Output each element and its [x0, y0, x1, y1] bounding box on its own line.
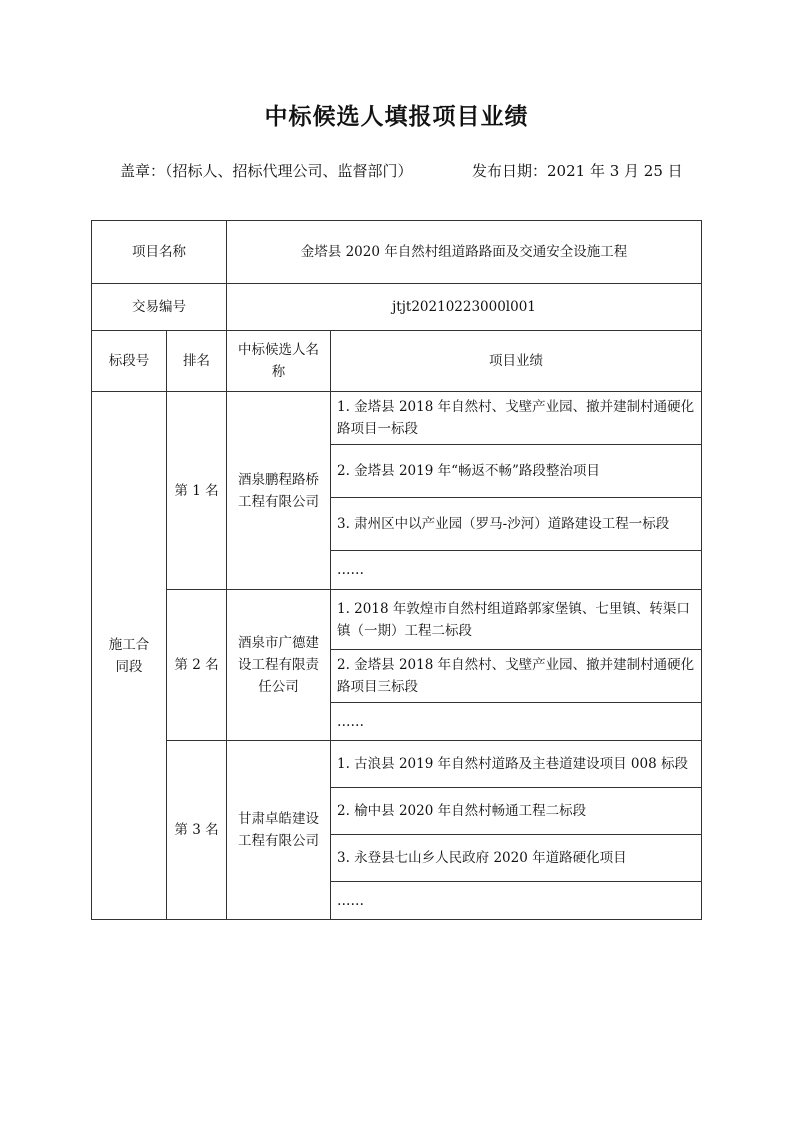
header-section: 标段号 — [92, 331, 167, 392]
candidate-name: 甘肃卓皓建设工程有限公司 — [227, 741, 331, 920]
header-row — [92, 331, 702, 392]
table-row — [92, 741, 702, 788]
candidate-rank: 第 2 名 — [167, 590, 227, 741]
table-row — [92, 590, 702, 650]
project-name-row — [92, 221, 702, 284]
performance-item: 2. 金塔县 2019 年“畅返不畅”路段整治项目 — [331, 445, 702, 498]
performance-item: …… — [331, 703, 702, 741]
performance-item: …… — [331, 551, 702, 590]
candidate-rank: 第 1 名 — [167, 392, 227, 590]
seal-line: 盖章：（招标人、招标代理公司、监督部门） — [120, 162, 413, 180]
candidate-rank: 第 3 名 — [167, 741, 227, 920]
performance-item: 1. 2018 年敦煌市自然村组道路郭家堡镇、七里镇、转渠口镇（一期）工程二标段 — [331, 590, 702, 650]
performance-item: 3. 肃州区中以产业园（罗马-沙河）道路建设工程一标段 — [331, 498, 702, 551]
performance-item: 1. 金塔县 2018 年自然村、戈壁产业园、撤并建制村通硬化路项目一标段 — [331, 392, 702, 445]
table-row — [92, 392, 702, 445]
project-name-value: 金塔县 2020 年自然村组道路路面及交通安全设施工程 — [227, 221, 702, 284]
trade-code-row — [92, 284, 702, 331]
performance-item: 2. 榆中县 2020 年自然村畅通工程二标段 — [331, 788, 702, 835]
header-performance: 项目业绩 — [331, 331, 702, 392]
candidate-name: 酒泉市广德建设工程有限责任公司 — [227, 590, 331, 741]
performance-item: 1. 古浪县 2019 年自然村道路及主巷道建设项目 008 标段 — [331, 741, 702, 788]
performance-table — [91, 220, 702, 920]
header-candidate: 中标候选人名称 — [227, 331, 331, 392]
publish-date: 发布日期：2021 年 3 月 25 日 — [472, 162, 683, 180]
trade-code-label: 交易编号 — [92, 284, 227, 331]
section-name: 施工合同段 — [92, 392, 167, 920]
trade-code-value: jtjt20210223000l001 — [227, 284, 702, 331]
header-rank: 排名 — [167, 331, 227, 392]
performance-item: 2. 金塔县 2018 年自然村、戈壁产业园、撤并建制村通硬化路项目三标段 — [331, 650, 702, 703]
performance-item: …… — [331, 882, 702, 920]
candidate-name: 酒泉鹏程路桥工程有限公司 — [227, 392, 331, 590]
project-name-label: 项目名称 — [92, 221, 227, 284]
performance-item: 3. 永登县七山乡人民政府 2020 年道路硬化项目 — [331, 835, 702, 882]
page-title: 中标候选人填报项目业绩 — [264, 103, 529, 130]
